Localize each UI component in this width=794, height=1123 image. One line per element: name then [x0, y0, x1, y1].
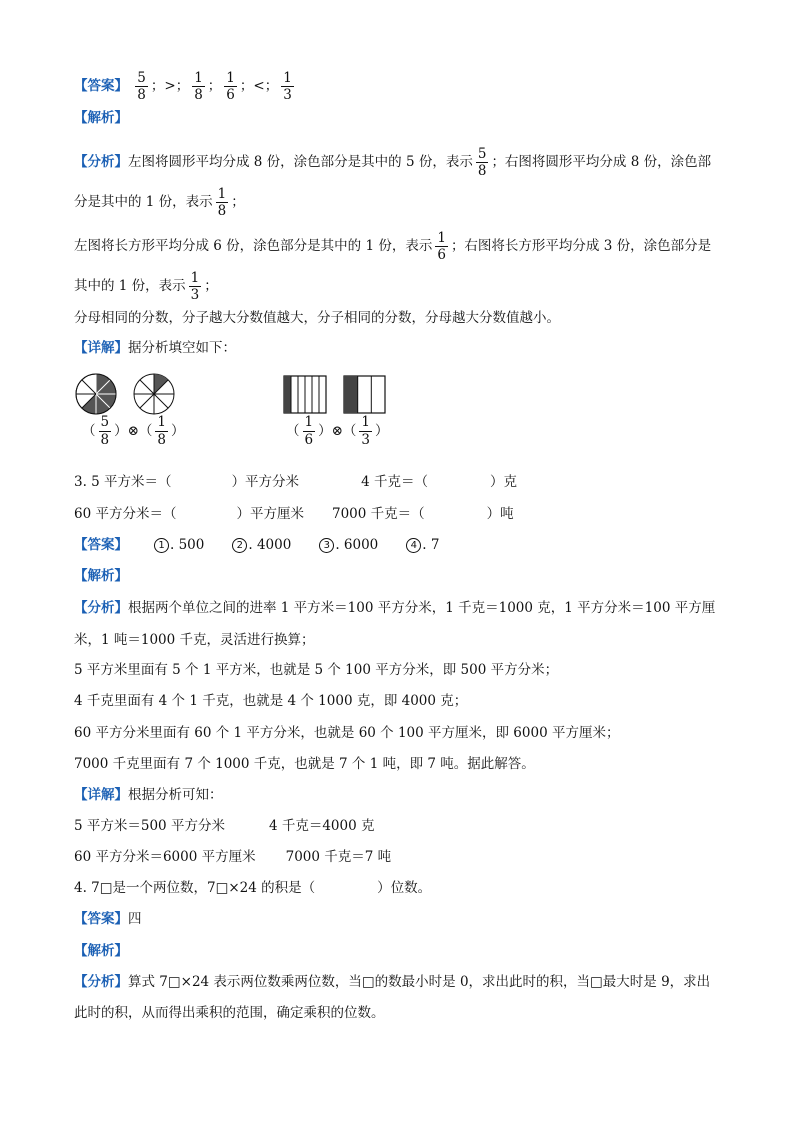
q2-fenxi-line4: 其中的 1 份，表示 $\frac{1}{3}$ ； — [74, 270, 218, 303]
q3-answer-line: 【答案】 1 . 500 2 . 4000 3 . 6000 4 . 7 — [74, 537, 440, 553]
fraction: $\frac{1}{6}$ — [226, 70, 235, 103]
q3-question-line1: 3. 5 平方米＝（ ）平方分米 4 千克＝（ ）克 — [74, 474, 517, 490]
q2-fenxi-line2: 分是其中的 1 份，表示 $\frac{1}{8}$ ； — [74, 186, 245, 219]
q2-jiexi: 【解析】 — [74, 110, 128, 126]
q2-fenxi-line1: 【分析】左图将圆形平均分成 8 份，涂色部分是其中的 5 份，表示 $\frac{5}{8}$ ；右图将圆形平均分成 8 份，涂色部 — [74, 146, 712, 179]
q4-question: 4. 7□是一个两位数，7□×24 的积是（ ）位数。 — [74, 880, 432, 896]
q3-result-l1: 5 平方米＝500 平方分米 4 千克＝4000 克 — [74, 818, 375, 834]
q2-xiangjie: 【详解】据分析填空如下： — [74, 340, 236, 356]
circled-number-icon: 3 — [319, 538, 334, 553]
q2-answer-line: 【答案】 $\frac{5}{8}$ ；>； $\frac{1}{8}$ ； $\frac{1}{6}$ ；<； $\frac{1}{3}$ — [74, 70, 292, 103]
q3-fenxi-l6: 7000 千克里面有 7 个 1000 千克，也就是 7 个 1 吨，即 7 吨。据此解答。 — [74, 756, 535, 772]
fraction: $\frac{1}{8}$ — [194, 70, 203, 103]
q3-fenxi-l1: 【分析】根据两个单位之间的进率 1 平方米＝100 平方分米，1 千克＝1000 克，1 平方分米＝100 平方厘 — [74, 600, 716, 616]
circle-figure-caption: （ $\frac{5}{8}$ ）⊗（ $\frac{1}{8}$ ） — [82, 414, 185, 448]
q4-fenxi-l2: 此时的积，从而得出乘积的范围，确定乘积的位数。 — [74, 1005, 385, 1021]
circle-five-eighths — [76, 374, 116, 414]
answer-tag: 【答案】 — [74, 78, 128, 94]
q3-fenxi-l4: 4 千克里面有 4 个 1 千克，也就是 4 个 1000 克，即 4000 克； — [74, 693, 468, 709]
q2-fenxi-line3: 左图将长方形平均分成 6 份，涂色部分是其中的 1 份，表示 $\frac{1}{6}$ ；右图将长方形平均分成 3 份，涂色部分是 — [74, 230, 712, 263]
circle-one-eighth — [134, 374, 174, 414]
circled-number-icon: 1 — [154, 538, 169, 553]
q4-fenxi-l1: 【分析】算式 7□×24 表示两位数乘两位数，当□的数最小时是 0，求出此时的积，当□最大时是 9，求出 — [74, 974, 711, 990]
q3-fenxi-l5: 60 平方分米里面有 60 个 1 平方分米，也就是 60 个 100 平方厘米，即 6000 平方厘米； — [74, 725, 620, 741]
q3-result-l2: 60 平方分米＝6000 平方厘米 7000 千克＝7 吨 — [74, 849, 392, 865]
fraction: $\frac{1}{3}$ — [283, 70, 292, 103]
fenxi-tag: 【分析】 — [74, 154, 128, 170]
q2-fenxi-line5: 分母相同的分数，分子越大分数值越大，分子相同的分数，分母越大分数值越小。 — [74, 310, 560, 326]
rect-one-sixth — [284, 376, 326, 413]
q3-question-line2: 60 平方分米＝（ ）平方厘米 7000 千克＝（ ）吨 — [74, 506, 514, 522]
q3-fenxi-l2: 米，1 吨＝1000 千克，灵活进行换算； — [74, 632, 315, 648]
fraction: $\frac{5}{8}$ — [137, 70, 146, 103]
circle-fraction-figure — [74, 372, 184, 418]
rect-one-third — [344, 376, 385, 413]
q3-xiangjie: 【详解】根据分析可知： — [74, 787, 223, 803]
rect-figure-caption: （ $\frac{1}{6}$ ）⊗（ $\frac{1}{3}$ ） — [286, 414, 389, 448]
q4-jiexi: 【解析】 — [74, 943, 128, 959]
q3-fenxi-l3: 5 平方米里面有 5 个 1 平方米，也就是 5 个 100 平方分米，即 500 平方分米； — [74, 662, 559, 678]
q3-jiexi: 【解析】 — [74, 568, 128, 584]
q4-answer: 【答案】四 — [74, 911, 142, 927]
rectangle-fraction-figure — [282, 374, 392, 416]
circled-number-icon: 2 — [232, 538, 247, 553]
circled-number-icon: 4 — [406, 538, 421, 553]
